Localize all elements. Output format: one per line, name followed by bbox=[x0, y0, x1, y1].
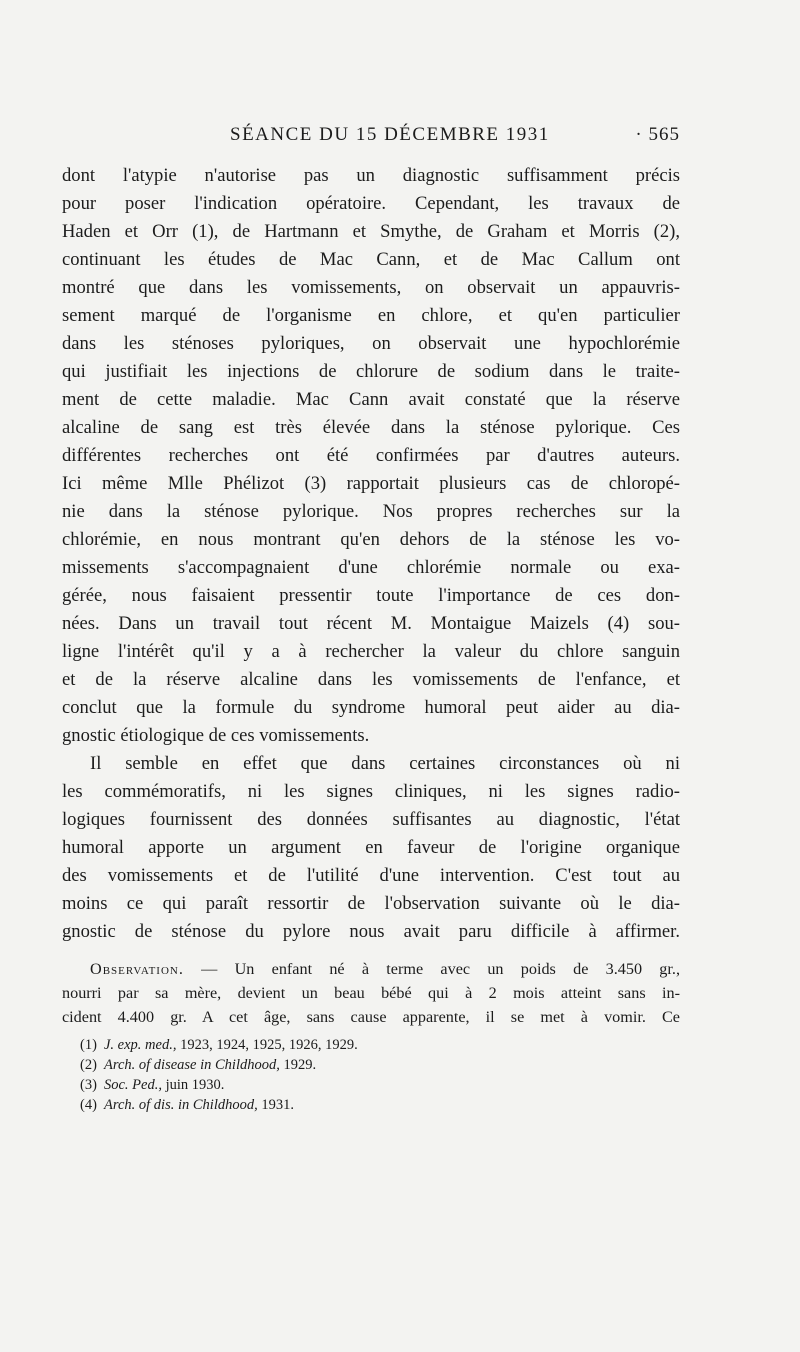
text-line: les commémoratifs, ni les signes cliniques, ni les signes radio- bbox=[62, 781, 680, 802]
text-line: sement marqué de l'organisme en chlore, et qu'en particulier bbox=[62, 305, 680, 326]
text-line: des vomissements et de l'utilité d'une intervention. C'est tout au bbox=[62, 865, 680, 886]
text-line: continuant les études de Mac Cann, et de Mac Callum ont bbox=[62, 249, 680, 270]
footnote-source: Soc. Ped., bbox=[104, 1077, 162, 1093]
text-line: Il semble en effet que dans certaines circonstances où ni bbox=[90, 753, 680, 774]
footnote bbox=[80, 1075, 580, 1095]
footnote-number: (2) bbox=[80, 1057, 97, 1073]
text-line: gnostic étiologique de ces vomissements. bbox=[62, 725, 370, 746]
text-line: Ici même Mlle Phélizot (3) rapportait plusieurs cas de chloropé- bbox=[62, 473, 680, 494]
footnote-detail: 1929. bbox=[279, 1057, 317, 1073]
footnote-detail: 1923, 1924, 1925, 1926, 1929. bbox=[176, 1037, 358, 1053]
footnote bbox=[80, 1055, 580, 1075]
text-line: montré que dans les vomissements, on observait un appauvris- bbox=[62, 277, 680, 298]
observation-line: cident 4.400 gr. A cet âge, sans cause apparente, il se met à vomir. Ce bbox=[62, 1008, 680, 1026]
paragraph-1 bbox=[62, 162, 680, 750]
observation-line bbox=[62, 957, 680, 981]
text-line: humoral apporte un argument en faveur de l'origine organique bbox=[62, 837, 680, 858]
page-number: · 565 bbox=[635, 124, 680, 145]
text-line: nées. Dans un travail tout récent M. Montaigue Maizels (4) sou- bbox=[62, 613, 680, 634]
footnote-source: Arch. of dis. in Childhood, bbox=[104, 1097, 258, 1113]
text-line: missements s'accompagnaient d'une chlorémie normale ou exa- bbox=[62, 557, 680, 578]
footnote-number: (3) bbox=[80, 1077, 97, 1093]
footnote bbox=[80, 1095, 580, 1115]
text-line: gérée, nous faisaient pressentir toute l'importance de ces don- bbox=[62, 585, 680, 606]
observation-line: nourri par sa mère, devient un beau bébé qui à 2 mois atteint sans in- bbox=[62, 984, 680, 1002]
observation-paragraph bbox=[62, 957, 680, 1029]
text-line: gnostic de sténose du pylore nous avait paru difficile à affirmer. bbox=[62, 921, 680, 942]
footnote bbox=[80, 1035, 580, 1055]
text-line: Haden et Orr (1), de Hartmann et Smythe, de Graham et Morris (2), bbox=[62, 221, 680, 242]
paragraph-2 bbox=[62, 750, 680, 946]
footnote-detail: 1931. bbox=[257, 1097, 294, 1113]
footnote-source: Arch. of disease in Childhood, bbox=[104, 1057, 280, 1073]
footnote-detail: juin 1930. bbox=[161, 1077, 225, 1093]
text-line: différentes recherches ont été confirmées par d'autres auteurs. bbox=[62, 445, 680, 466]
body-text bbox=[62, 162, 680, 946]
text-line: alcaline de sang est très élevée dans la sténose pylorique. Ces bbox=[62, 417, 680, 438]
footnote-number: (4) bbox=[80, 1097, 97, 1113]
text-line: et de la réserve alcaline dans les vomissements de l'enfance, et bbox=[62, 669, 680, 690]
text-line: conclut que la formule du syndrome humoral peut aider au dia- bbox=[62, 697, 680, 718]
page-header bbox=[60, 124, 680, 154]
running-head: SÉANCE DU 15 DÉCEMBRE 1931 bbox=[230, 124, 550, 145]
text-line: ment de cette maladie. Mac Cann avait constaté que la réserve bbox=[62, 389, 680, 410]
footnotes bbox=[80, 1035, 580, 1115]
text-line: qui justifiait les injections de chlorure de sodium dans le traite- bbox=[62, 361, 680, 382]
text-line: nie dans la sténose pylorique. Nos propres recherches sur la bbox=[62, 501, 680, 522]
text-line: dans les sténoses pyloriques, on observait une hypochlorémie bbox=[62, 333, 680, 354]
text-line: dont l'atypie n'autorise pas un diagnostic suffisamment précis bbox=[62, 165, 680, 186]
observation-label: Observation. bbox=[90, 960, 184, 978]
text-line: chlorémie, en nous montrant qu'en dehors de la sténose les vo- bbox=[62, 529, 680, 550]
footnote-source: J. exp. med., bbox=[104, 1037, 177, 1053]
text-line: ligne l'intérêt qu'il y a à rechercher la valeur du chlore sanguin bbox=[62, 641, 680, 662]
footnote-number: (1) bbox=[80, 1037, 97, 1053]
text-line: moins ce qui paraît ressortir de l'observation suivante où le dia- bbox=[62, 893, 680, 914]
text-line: pour poser l'indication opératoire. Cependant, les travaux de bbox=[62, 193, 680, 214]
text-line: logiques fournissent des données suffisantes au diagnostic, l'état bbox=[62, 809, 680, 830]
observation-text: — Un enfant né à terme avec un poids de 3.450 gr., bbox=[183, 960, 680, 978]
